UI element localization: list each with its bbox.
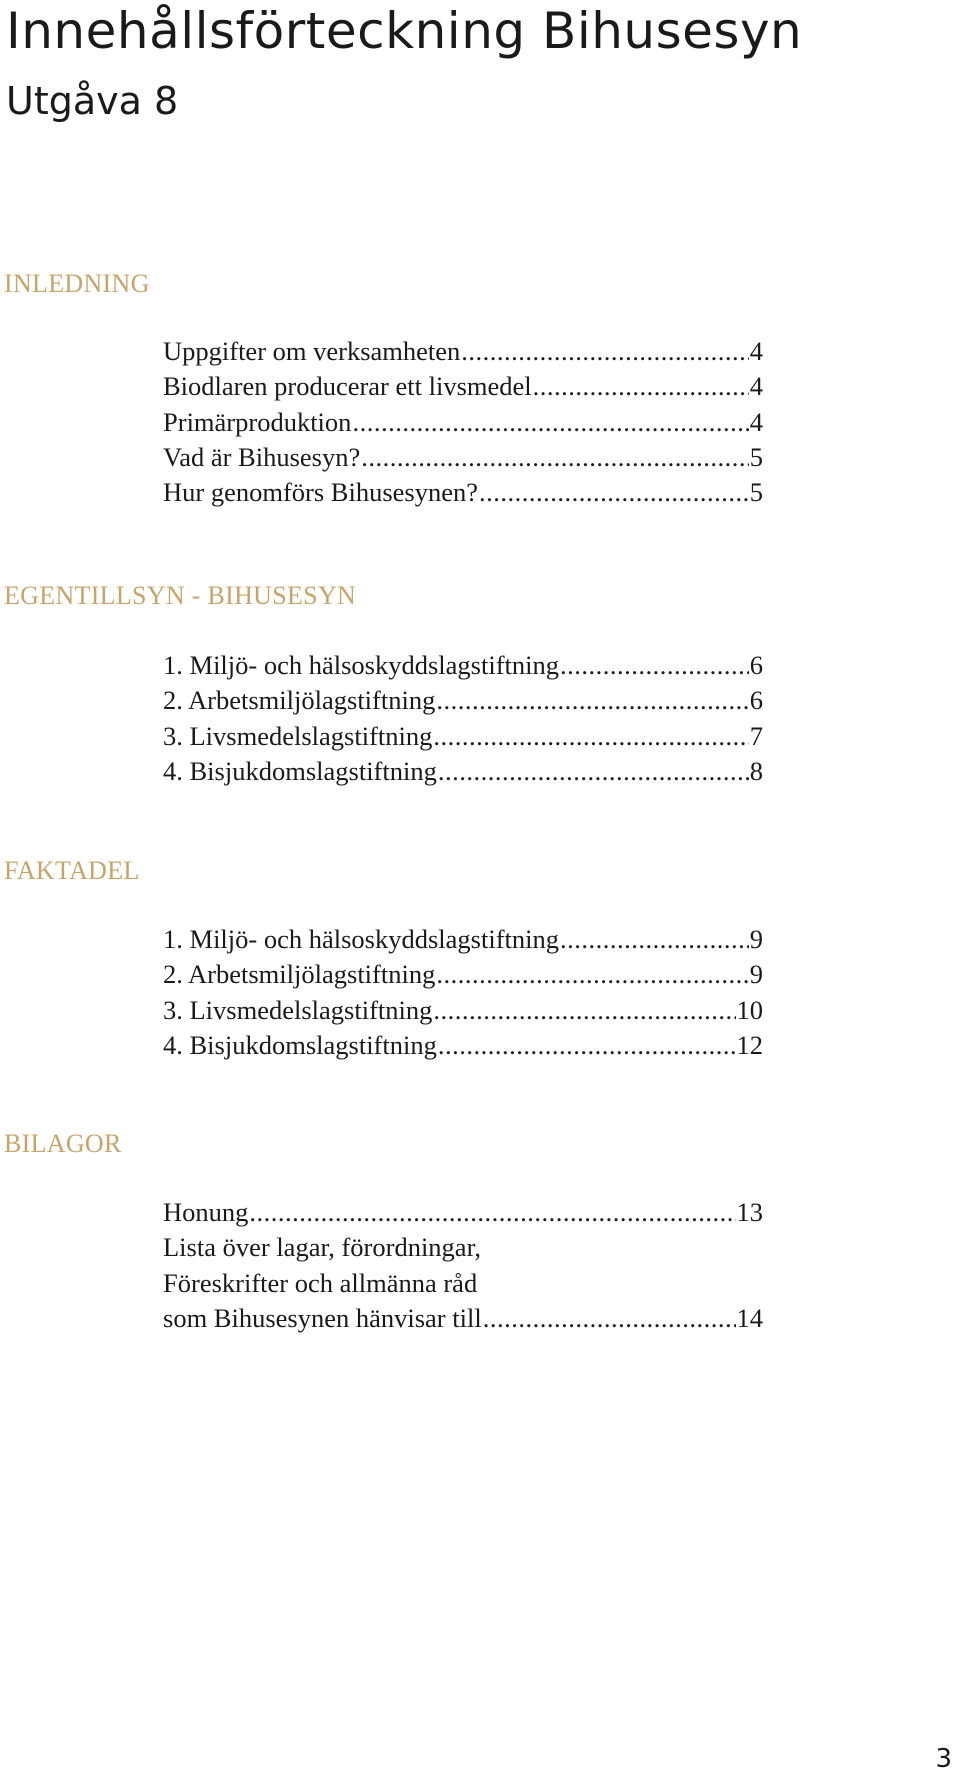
toc-dot-leader (479, 475, 749, 510)
toc-entry[interactable] (163, 475, 763, 510)
toc-entry-page: 8 (749, 755, 763, 786)
toc-entry-page: 9 (749, 959, 763, 990)
toc-entry-continuation (163, 1266, 763, 1301)
toc-entry[interactable] (163, 957, 763, 992)
toc-entry-label: Hur genomförs Bihusesynen? (163, 477, 478, 508)
toc-dot-leader (560, 922, 749, 957)
toc-entry-label: Vad är Bihusesyn? (163, 441, 361, 472)
toc-entry-page: 14 (736, 1302, 763, 1333)
toc-dot-leader (533, 369, 749, 404)
toc-entry-page: 7 (749, 720, 763, 751)
toc-dot-leader (436, 957, 748, 992)
toc-entry-label: 2. Arbetsmiljölagstiftning (163, 685, 436, 716)
section-heading-bilagor: BILAGOR (4, 1129, 122, 1158)
toc-entry-page: 5 (749, 477, 763, 508)
toc-entry-page: 12 (736, 1029, 763, 1060)
document-subtitle: Utgåva 8 (6, 79, 179, 123)
toc-entry-label: Biodlaren producerar ett livsmedel (163, 371, 532, 402)
toc-entry-page: 6 (749, 650, 763, 680)
toc-entry[interactable] (163, 369, 763, 404)
toc-entry-label: 3. Livsmedelslagstiftning (163, 994, 433, 1025)
toc-entry-label: Föreskrifter och allmänna råd (163, 1267, 478, 1298)
toc-entry-label: Primärproduktion (163, 406, 352, 437)
toc-dot-leader (560, 648, 749, 683)
toc-dot-leader (438, 754, 749, 789)
toc-entry[interactable] (163, 993, 763, 1028)
toc-entry[interactable] (163, 1301, 763, 1336)
toc-entry[interactable] (163, 719, 763, 754)
toc-dot-leader (483, 1301, 736, 1336)
toc-dot-leader (433, 719, 748, 754)
toc-entry-label: Lista över lagar, förordningar, (163, 1232, 481, 1263)
toc-entry[interactable] (163, 922, 763, 957)
toc-dot-leader (352, 405, 748, 440)
toc-entry-label: som Bihusesynen hänvisar till (163, 1302, 482, 1333)
toc-entry-page: 5 (749, 441, 763, 472)
toc-entry-label: Honung (163, 1197, 249, 1227)
toc-entry[interactable] (163, 754, 763, 789)
toc-entry-page: 4 (749, 336, 763, 366)
toc-dot-leader (461, 334, 748, 369)
toc-entry[interactable] (163, 1028, 763, 1063)
toc-entry[interactable] (163, 1195, 763, 1230)
toc-entry-label: 1. Miljö- och hälsoskyddslagstiftning (163, 650, 560, 680)
section-heading-egentillsyn: EGENTILLSYN - BIHUSESYN (4, 581, 357, 610)
section-heading-faktadel: FAKTADEL (4, 856, 140, 885)
toc-entry[interactable] (163, 648, 763, 683)
toc-dot-leader (361, 440, 749, 475)
toc-entry-continuation (163, 1230, 763, 1265)
toc-entry-label: Uppgifter om verksamheten (163, 336, 461, 366)
toc-list-egentillsyn (163, 648, 763, 789)
page-number: 3 (935, 1744, 952, 1774)
toc-entry-label: 4. Bisjukdomslagstiftning (163, 1029, 437, 1060)
toc-entry[interactable] (163, 683, 763, 718)
document-title: Innehållsförteckning Bihusesyn (6, 2, 803, 60)
toc-list-bilagor (163, 1195, 763, 1336)
toc-entry-page: 13 (736, 1197, 763, 1227)
toc-entry-label: 2. Arbetsmiljölagstiftning (163, 959, 436, 990)
toc-entry-page: 4 (749, 406, 763, 437)
toc-dot-leader (249, 1195, 735, 1230)
toc-dot-leader (433, 993, 735, 1028)
toc-entry-label: 4. Bisjukdomslagstiftning (163, 755, 437, 786)
toc-list-inledning (163, 334, 763, 510)
section-heading-inledning: INLEDNING (4, 269, 150, 298)
toc-entry[interactable] (163, 405, 763, 440)
toc-entry[interactable] (163, 440, 763, 475)
toc-entry-label: 3. Livsmedelslagstiftning (163, 720, 433, 751)
toc-entry-page: 6 (749, 685, 763, 716)
toc-entry-label: 1. Miljö- och hälsoskyddslagstiftning (163, 924, 560, 954)
toc-entry[interactable] (163, 334, 763, 369)
toc-entry-page: 10 (736, 994, 763, 1025)
toc-entry-page: 9 (749, 924, 763, 954)
toc-list-faktadel (163, 922, 763, 1063)
toc-dot-leader (438, 1028, 736, 1063)
toc-entry-page: 4 (749, 371, 763, 402)
toc-dot-leader (436, 683, 748, 718)
